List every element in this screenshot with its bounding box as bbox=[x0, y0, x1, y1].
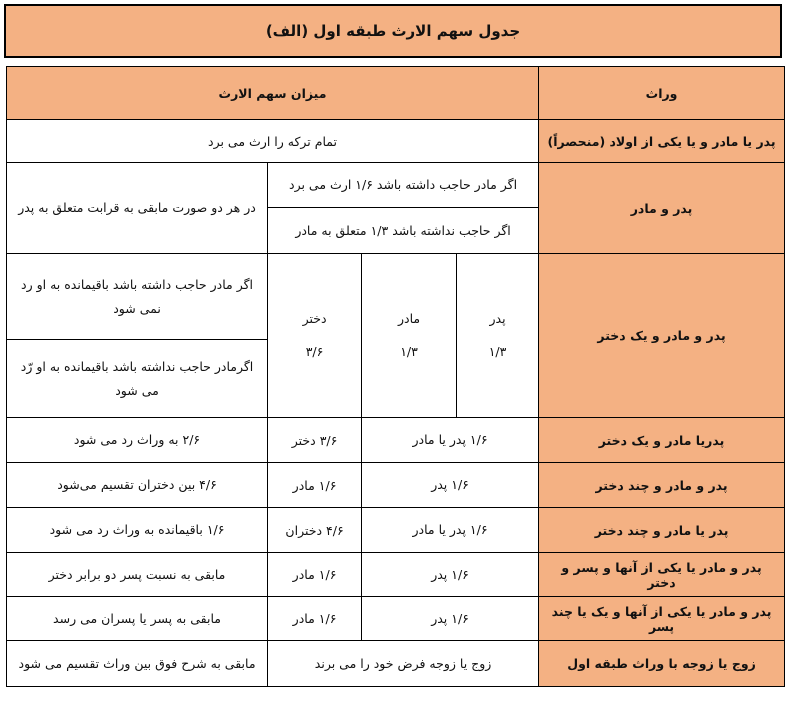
table-row bbox=[7, 597, 785, 641]
table-row bbox=[7, 418, 785, 463]
table-title: جدول سهم الارث طبقه اول (الف) bbox=[4, 4, 782, 58]
father-share-cell bbox=[457, 254, 539, 418]
mother-value: ۱/۳ bbox=[400, 343, 418, 359]
share-cell: ۱/۶ پدر bbox=[362, 463, 539, 508]
share-cell: ۱/۶ پدر bbox=[362, 597, 539, 641]
share-cell: ۱/۶ مادر bbox=[268, 597, 362, 641]
table-row bbox=[7, 254, 785, 340]
table-row bbox=[7, 641, 785, 687]
table-row bbox=[7, 508, 785, 553]
share-cell: ۱/۶ باقیمانده به وراث رد می شود bbox=[7, 508, 268, 553]
share-cell: ۴/۶ بین دختران تقسیم می‌شود bbox=[7, 463, 268, 508]
share-cell: ۱/۶ مادر bbox=[268, 463, 362, 508]
father-value: ۱/۳ bbox=[488, 343, 507, 359]
share-cell: اگرمادر حاجب نداشته باشد باقیمانده به او رّد می شود bbox=[7, 340, 268, 418]
table-row bbox=[7, 463, 785, 508]
share-cell: ۳/۶ دختر bbox=[268, 418, 362, 463]
table-row bbox=[7, 163, 785, 208]
share-cell: ۱/۶ مادر bbox=[268, 553, 362, 597]
share-cell: مابقی به نسبت پسر دو برابر دختر bbox=[7, 553, 268, 597]
share-cell: ۲/۶ به وراث رد می شود bbox=[7, 418, 268, 463]
heir-cell: پدر و مادر یا یکی از آنها و پسر و دختر bbox=[539, 553, 785, 597]
share-cell: زوج یا زوجه فرض خود را می برند bbox=[268, 641, 539, 687]
share-cell: ۴/۶ دختران bbox=[268, 508, 362, 553]
share-cell: اگر مادر حاجب داشته باشد ۱/۶ ارث می برد bbox=[268, 163, 539, 208]
header-row bbox=[7, 67, 785, 120]
heir-cell: پدریا مادر و یک دختر bbox=[539, 418, 785, 463]
daughter-value: ۳/۶ bbox=[305, 343, 324, 359]
heir-cell: پدر یا مادر و چند دختر bbox=[539, 508, 785, 553]
mother-share-cell bbox=[362, 254, 457, 418]
daughter-share-cell bbox=[268, 254, 362, 418]
share-cell: ۱/۶ پدر bbox=[362, 553, 539, 597]
heir-cell: پدر و مادر یا یکی از آنها و یک یا چند پسر bbox=[539, 597, 785, 641]
mother-label: مادر bbox=[397, 311, 421, 326]
share-cell: اگر مادر حاجب داشته باشد باقیمانده به او رد نمی شود bbox=[7, 254, 268, 340]
heir-cell: پدر و مادر و یک دختر bbox=[539, 254, 785, 418]
share-cell: مابقی به شرح فوق بین وراث تقسیم می شود bbox=[7, 641, 268, 687]
heir-cell: زوج یا زوجه با وراث طبقه اول bbox=[539, 641, 785, 687]
heir-cell: پدر و مادر و چند دختر bbox=[539, 463, 785, 508]
share-cell: اگر حاجب نداشته باشد ۱/۳ متعلق به مادر bbox=[268, 208, 539, 254]
share-cell: تمام ترکه را ارث می برد bbox=[7, 120, 539, 163]
heir-cell: پدر یا مادر و یا یکی از اولاد (منحصراً) bbox=[539, 120, 785, 163]
share-cell: ۱/۶ پدر یا مادر bbox=[362, 508, 539, 553]
father-label: پدر bbox=[489, 311, 506, 326]
table-row bbox=[7, 553, 785, 597]
share-cell: در هر دو صورت مابقی به قرابت متعلق به پدر bbox=[7, 163, 268, 254]
heir-cell: پدر و مادر bbox=[539, 163, 785, 254]
header-heirs: وراث bbox=[539, 67, 785, 120]
header-share: میزان سهم الارث bbox=[7, 67, 539, 120]
table-row bbox=[7, 120, 785, 163]
daughter-label: دختر bbox=[302, 311, 327, 326]
share-cell: ۱/۶ پدر یا مادر bbox=[362, 418, 539, 463]
inheritance-table bbox=[6, 66, 785, 687]
share-cell: مابقی به پسر یا پسران می رسد bbox=[7, 597, 268, 641]
